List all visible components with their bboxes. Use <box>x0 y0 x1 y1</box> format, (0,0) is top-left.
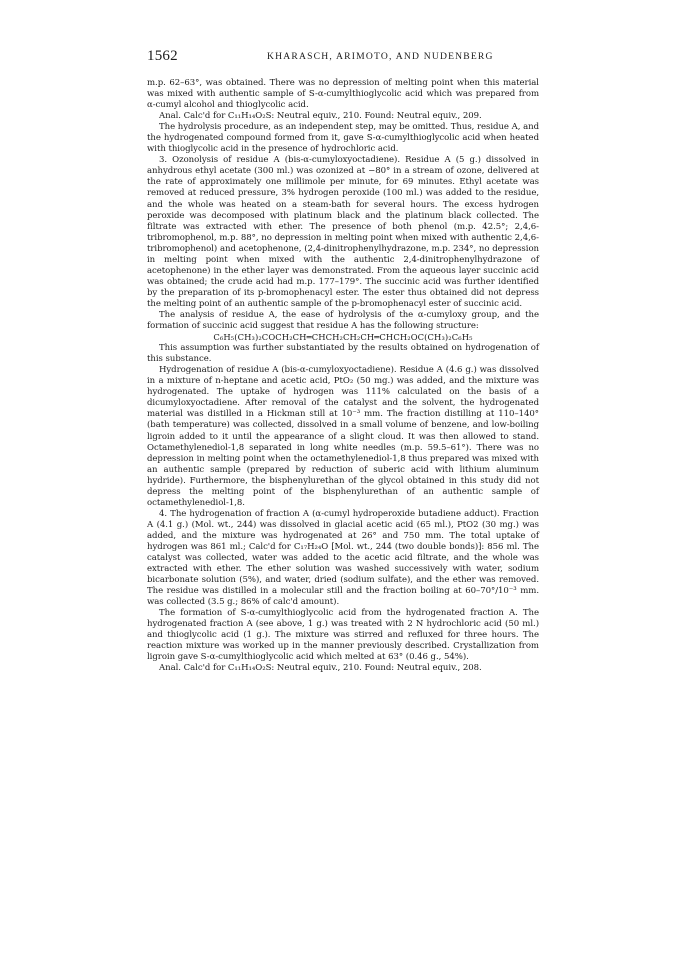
paragraph-analysis-2: Anal. Calc'd for C₁₁H₁₄O₂S: Neutral equiv., 210. Found: Neutral equiv., 208. <box>159 663 482 674</box>
running-head: KHARASCH, ARIMOTO, AND NUDENBERG <box>267 51 494 62</box>
paragraph-ozonolysis: 3. Ozonolysis of residue A (bis-α-cumyloxyoctadiene). Residue A (5 g.) dissolved in anhydrous ethyl acetate (300 ml.) was ozonized at −80° in a stream of ozone, delivered at the rate of approximately one millimole per minute, for 69 minutes. Ethyl acetate was removed at reduced pressure, 3% hydrogen peroxide (100 ml.) was added to the residue, and the whole was heated on a steam-bath for several hours. The excess hydrogen peroxide was decomposed with platinum black and the platinum black collected. The filtrate was extracted with ether. The presence of both phenol (m.p. 42.5°; 2,4,6-tribromophenol, m.p. 88°, no depression in melting point when mixed with authentic 2,4,6-tribromophenol) and acetophenone, (2,4-dinitrophenylhydrazone, m.p. 234°, no depression in melting point when mixed with the authentic 2,4-dinitrophenylhydrazone of acetophenone) in the ether layer was demonstrated. From the aqueous layer succinic acid was obtained; the crude acid had m.p. 177–179°. The succinic acid was further identified by the preparation of its p-bromophenacyl ester. The ester thus obtained did not depress the melting point of an authentic sample of the p-bromophenacyl ester of succinic acid. <box>147 155 539 309</box>
structure-formula: C₆H₅(CH₃)₂COCH₂CH═CHCH₂CH₂CH═CHCH₂OC(CH₃)₂C₆H₅ <box>213 332 473 343</box>
paragraph-hydrogenation-residue: Hydrogenation of residue A (bis-α-cumyloxyoctadiene). Residue A (4.6 g.) was dissolved in a mixture of n-heptane and acetic acid, PtO₂ (50 mg.) was added, and the mixture was hydrogenated. The uptake of hydrogen was 111% calculated on the basis of a dicumyloxyoctadiene. After removal of the catalyst and the solvent, the hydrogenated material was distilled in a Hickman still at 10⁻³ mm. The fraction distilling at 110–140° (bath temperature) was collected, dissolved in a small volume of benzene, and low-boiling ligroin added to it until the appearance of a slight cloud. It was then allowed to stand. Octamethylenediol-1,8 separated in long white needles (m.p. 59.5–61°). There was no depression in melting point when the octamethylenediol-1,8 thus prepared was mixed with an authentic sample (prepared by reduction of suberic acid with lithium aluminum hydride). Furthermore, the bisphenylurethan of the glycol obtained in this study did not depress the melting point of the bisphenylurethan of an authentic sample of octamethylenediol-1,8. <box>147 365 539 508</box>
paragraph-hydrogenation-fraction: 4. The hydrogenation of fraction A (α-cumyl hydroperoxide butadiene adduct). Fraction A (4.1 g.) (Mol. wt., 244) was dissolved in glacial acetic acid (65 ml.), PtO2 (30 mg.) was added, and the mixture was hydrogenated at 26° and 750 mm. The total uptake of hydrogen was 861 ml.; Calc'd for C₁₇H₂₄O [Mol. wt., 244 (two double bonds)]: 856 ml. The catalyst was collected, water was added to the acetic acid filtrate, and the whole was extracted with ether. The ether solution was washed successively with water, sodium bicarbonate solution (5%), and water, dried (sodium sulfate), and the ether was removed. The residue was distilled in a molecular still and the fraction boiling at 60–70°/10⁻³ mm. was collected (3.5 g.; 86% of calc'd amount). <box>147 508 539 608</box>
page-header <box>147 48 539 66</box>
paragraph-assumption: This assumption was further substantiated by the results obtained on hydrogenation of this substance. <box>147 343 539 365</box>
paragraph-hydrolysis: The hydrolysis procedure, as an independent step, may be omitted. Thus, residue A, and the hydrogenated compound formed from it, gave S-α-cumylthioglycolic acid when heated with thioglycolic acid in the presence of hydrochloric acid. <box>147 122 539 155</box>
body-text <box>147 78 539 675</box>
paragraph-structure-intro: The analysis of residue A, the ease of hydrolysis of the α-cumyloxy group, and the formation of succinic acid suggest that residue A has the following structure: <box>147 309 539 332</box>
paragraph-melting-point: m.p. 62–63°, was obtained. There was no depression of melting point when this material was mixed with authentic sample of S-α-cumylthioglycolic acid which was prepared from α-cumyl alcohol and thioglycolic acid. <box>147 78 539 111</box>
page-number: 1562 <box>147 48 178 64</box>
paragraph-analysis-1: Anal. Calc'd for C₁₁H₁₄O₂S: Neutral equiv., 210. Found: Neutral equiv., 209. <box>159 111 482 122</box>
paragraph-thioglycolic-formation: The formation of S-α-cumylthioglycolic acid from the hydrogenated fraction A. The hydrogenated fraction A (see above, 1 g.) was treated with 2 N hydrochloric acid (50 ml.) and thioglycolic acid (1 g.). The mixture was stirred and refluxed for three hours. The reaction mixture was worked up in the manner previously described. Crystallization from ligroin gave S-α-cumylthioglycolic acid which melted at 63° (0.46 g., 54%). <box>147 608 539 663</box>
